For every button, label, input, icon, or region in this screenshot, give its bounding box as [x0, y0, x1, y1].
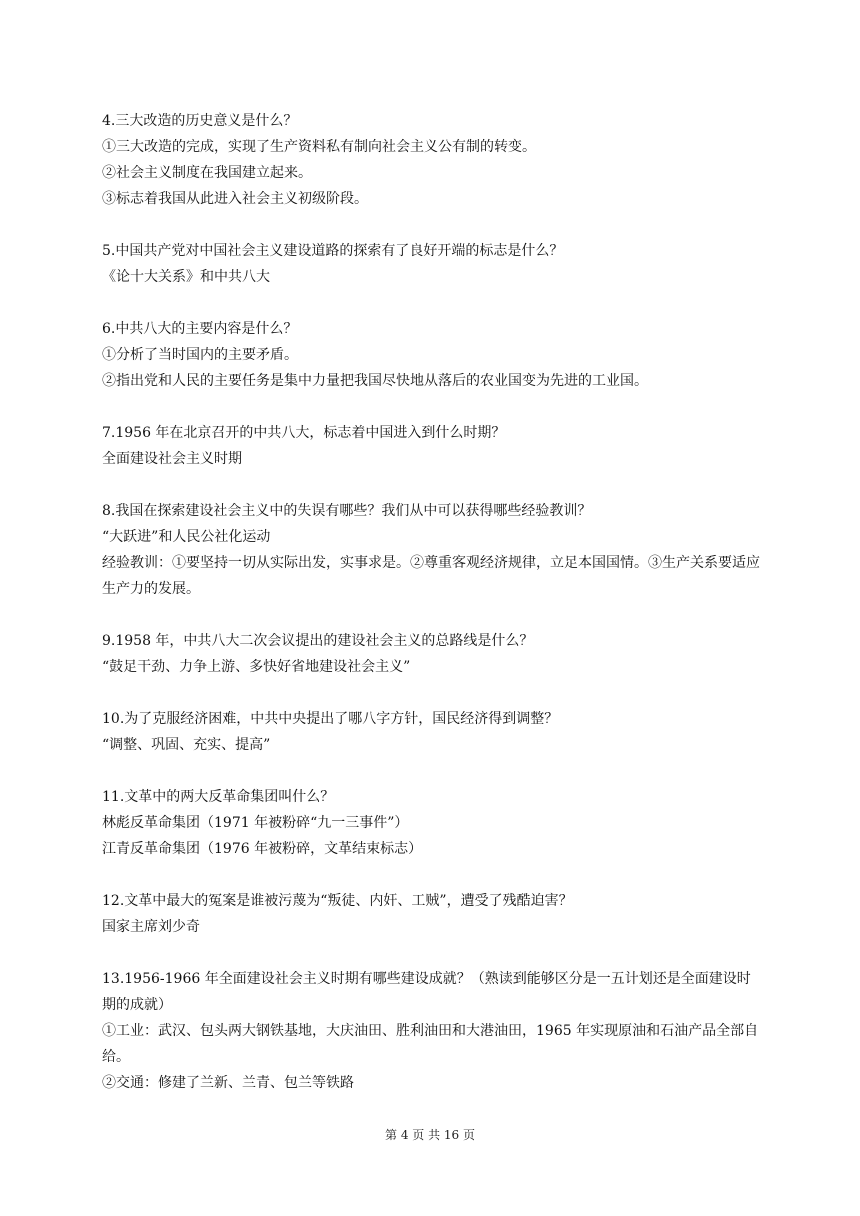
- answer-text: ②交通：修建了兰新、兰青、包兰等铁路: [102, 1075, 354, 1091]
- answer-text: 全面建设社会主义时期: [102, 451, 242, 467]
- answer-text: ①三大改造的完成，实现了生产资料私有制向社会主义公有制的转变。: [102, 139, 536, 155]
- question-4: 4.三大改造的历史意义是什么？: [102, 113, 298, 129]
- question-7: 7.1956 年在北京召开的中共八大，标志着中国进入到什么时期？: [102, 425, 506, 441]
- question-12: 12.文革中最大的冤案是谁被污蔑为“叛徒、内奸、工贼”，遭受了残酷迫害？: [102, 893, 573, 909]
- answer-text: ②社会主义制度在我国建立起来。: [102, 165, 312, 181]
- answer-text: ③标志着我国从此进入社会主义初级阶段。: [102, 191, 368, 207]
- answer-text: 经验教训：①要坚持一切从实际出发，实事求是。②尊重客观经济规律，立足本国国情。③生产关系要适应生产力的发展。: [102, 555, 760, 597]
- answer-text: 国家主席刘少奇: [102, 919, 200, 935]
- answer-text: ②指出党和人民的主要任务是集中力量把我国尽快地从落后的农业国变为先进的工业国。: [102, 373, 648, 389]
- question-8: 8.我国在探索建设社会主义中的失误有哪些？我们从中可以获得哪些经验教训？: [102, 503, 592, 519]
- answer-text: 林彪反革命集团（1971 年被粉碎“九一三事件”）: [102, 815, 409, 831]
- question-5: 5.中国共产党对中国社会主义建设道路的探索有了良好开端的标志是什么？: [102, 243, 564, 259]
- answer-text: “大跃进”和人民公社化运动: [102, 529, 271, 545]
- answer-text: ①工业：武汉、包头两大钢铁基地，大庆油田、胜利油田和大港油田，1965 年实现原油和石油产品全部自给。: [102, 1023, 759, 1065]
- question-13: 13.1956-1966 年全面建设社会主义时期有哪些建设成就？（熟读到能够区分是一五计划还是全面建设时期的成就）: [102, 971, 751, 1013]
- question-10: 10.为了克服经济困难，中共中央提出了哪八字方针，国民经济得到调整？: [102, 711, 559, 727]
- page-number: 第 4 页 共 16 页: [385, 1128, 475, 1142]
- answer-text: 江青反革命集团（1976 年被粉碎，文革结束标志）: [102, 841, 423, 857]
- answer-text: “调整、巩固、充实、提高”: [102, 737, 271, 753]
- answer-text: “鼓足干劲、力争上游、多快好省地建设社会主义”: [102, 659, 411, 675]
- question-9: 9.1958 年，中共八大二次会议提出的建设社会主义的总路线是什么？: [102, 633, 534, 649]
- answer-text: 《论十大关系》和中共八大: [102, 269, 270, 285]
- question-6: 6.中共八大的主要内容是什么？: [102, 321, 298, 337]
- answer-text: ①分析了当时国内的主要矛盾。: [102, 347, 298, 363]
- document-body: [102, 108, 762, 1096]
- question-11: 11.文革中的两大反革命集团叫什么？: [102, 789, 335, 805]
